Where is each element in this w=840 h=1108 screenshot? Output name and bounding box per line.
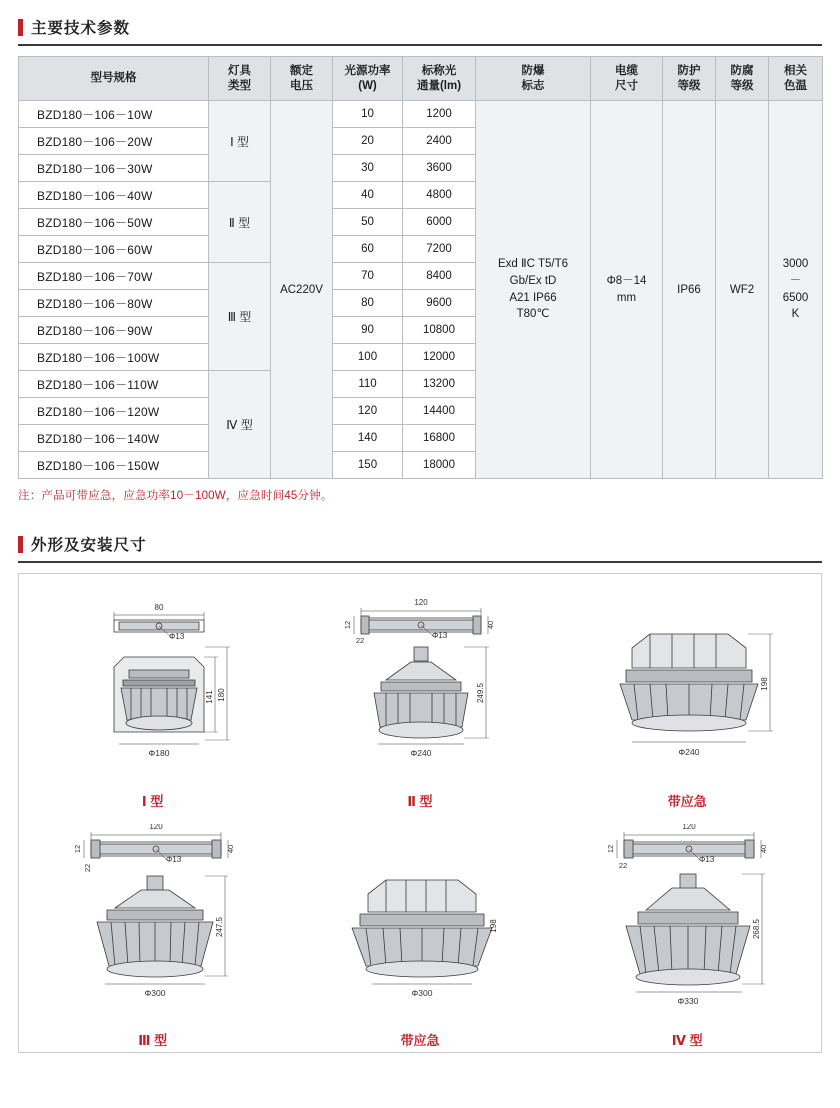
drawing-caption-6: Ⅳ 型: [671, 1033, 703, 1048]
dim-bracket-h1-2: 12: [343, 620, 353, 630]
dim-height-4: 268.5: [751, 918, 761, 940]
cell-lamp-type: Ⅲ 型: [209, 263, 271, 371]
cell-model: BZD180－106－100W: [19, 344, 209, 371]
datasheet-page: [0, 16, 840, 1108]
dim-bracket-width-1: 80: [154, 603, 164, 612]
cell-lumen: 12000: [403, 344, 476, 371]
cell-lamp-type: Ⅱ 型: [209, 182, 271, 263]
dim-bracket-h2-4: 22: [618, 861, 627, 870]
drawing-caption-3: 带应急: [667, 794, 707, 809]
cell-model: BZD180－106－20W: [19, 128, 209, 155]
dim-bracket-width-3: 120: [149, 824, 163, 831]
dim-bracket-h1-4: 12: [605, 844, 615, 854]
dim-diameter-3: Φ300: [144, 988, 166, 998]
dim-bracket-h3-2: 40: [486, 620, 496, 630]
cell-power: 10: [333, 101, 403, 128]
cell-lumen: 6000: [403, 209, 476, 236]
cell-lumen: 16800: [403, 425, 476, 452]
dim-height-3: 247.5: [215, 916, 224, 938]
dim-diameter-2: Φ240: [410, 748, 432, 758]
cell-model: BZD180－106－40W: [19, 182, 209, 209]
col-header-ip: 防护 等级: [663, 57, 716, 101]
table-header-row: [19, 57, 823, 101]
drawing-emergency-2: [286, 824, 553, 1049]
cell-power: 30: [333, 155, 403, 182]
col-header-corrosion: 防腐 等级: [716, 57, 769, 101]
cell-power: 120: [333, 398, 403, 425]
dim-bracket-h3-3: 40: [226, 844, 235, 854]
spec-note: 注：产品可带应急，应急功率10－100W，应急时间45分钟。: [18, 490, 333, 502]
cell-power: 90: [333, 317, 403, 344]
cell-lumen: 7200: [403, 236, 476, 263]
cell-cable: Φ8－14 mm: [591, 101, 663, 479]
cell-lumen: 18000: [403, 452, 476, 479]
dim-diameter-4: Φ330: [677, 996, 699, 1006]
spec-table: [18, 56, 823, 479]
col-header-cct: 相关 色温: [769, 57, 823, 101]
dims-section-heading: [18, 533, 822, 563]
cell-power: 110: [333, 371, 403, 398]
cell-model: BZD180－106－10W: [19, 101, 209, 128]
cell-model: BZD180－106－80W: [19, 290, 209, 317]
drawing-caption-1: Ⅰ 型: [141, 794, 164, 809]
dim-diameter-emerg-1: Φ240: [678, 747, 700, 757]
cell-lumen: 13200: [403, 371, 476, 398]
dimension-drawings-panel: [18, 573, 822, 1053]
dim-hole-3: Φ13: [166, 855, 182, 864]
dims-title: 外形及安装尺寸: [31, 537, 147, 554]
col-header-lamp-type: 灯具 类型: [209, 57, 271, 101]
dim-height-emerg-1: 198: [759, 677, 769, 691]
dim-height-emerg-2: 198: [489, 919, 499, 933]
drawing-type-4: [554, 824, 821, 1049]
cell-voltage: AC220V: [271, 101, 333, 479]
dim-bracket-width-2: 120: [414, 598, 428, 607]
cell-lumen: 2400: [403, 128, 476, 155]
dim-hole-4: Φ13: [698, 855, 714, 864]
cell-lumen: 10800: [403, 317, 476, 344]
cell-power: 60: [333, 236, 403, 263]
dim-hole-2: Φ13: [432, 631, 448, 640]
col-header-lumen: 标称光 通量(lm): [403, 57, 476, 101]
dim-height-inner-1: 141: [205, 690, 214, 704]
cell-lumen: 14400: [403, 398, 476, 425]
cell-model: BZD180－106－90W: [19, 317, 209, 344]
specs-title: 主要技术参数: [31, 20, 131, 37]
dim-bracket-width-4: 120: [681, 824, 696, 831]
cell-power: 150: [333, 452, 403, 479]
cell-model: BZD180－106－150W: [19, 452, 209, 479]
cell-lumen: 4800: [403, 182, 476, 209]
dim-diameter-1: Φ180: [148, 748, 170, 758]
cell-model: BZD180－106－70W: [19, 263, 209, 290]
col-header-ex-mark: 防爆 标志: [476, 57, 591, 101]
cell-model: BZD180－106－30W: [19, 155, 209, 182]
drawing-type-2: [286, 592, 553, 810]
cell-corrosion: WF2: [716, 101, 769, 479]
cell-model: BZD180－106－140W: [19, 425, 209, 452]
cell-model: BZD180－106－60W: [19, 236, 209, 263]
cell-power: 50: [333, 209, 403, 236]
cell-lumen: 1200: [403, 101, 476, 128]
col-header-power: 光源功率 (W): [333, 57, 403, 101]
dim-bracket-h2-2: 22: [356, 636, 365, 645]
dim-diameter-emerg-2: Φ300: [411, 988, 433, 998]
col-header-voltage: 额定 电压: [271, 57, 333, 101]
cell-lumen: 3600: [403, 155, 476, 182]
table-row: [19, 101, 823, 128]
cell-lumen: 9600: [403, 290, 476, 317]
dim-height-2: 249.5: [476, 682, 486, 704]
dim-hole-1: Φ13: [169, 632, 185, 641]
drawing-caption-2: Ⅱ 型: [407, 794, 433, 809]
dim-bracket-h1-3: 12: [73, 844, 82, 854]
drawing-caption-4: Ⅲ 型: [138, 1033, 168, 1048]
cell-power: 40: [333, 182, 403, 209]
cell-power: 140: [333, 425, 403, 452]
dim-bracket-h3-4: 40: [758, 844, 768, 854]
cell-power: 80: [333, 290, 403, 317]
heading-accent-bar: [18, 536, 23, 553]
drawing-type-1: [19, 592, 286, 810]
cell-power: 70: [333, 263, 403, 290]
cell-lamp-type: Ⅳ 型: [209, 371, 271, 479]
heading-accent-bar: [18, 19, 23, 36]
cell-power: 20: [333, 128, 403, 155]
cell-ip: IP66: [663, 101, 716, 479]
cell-power: 100: [333, 344, 403, 371]
cell-lumen: 8400: [403, 263, 476, 290]
col-header-model: 型号规格: [19, 57, 209, 101]
cell-cct: 3000 － 6500 K: [769, 101, 823, 479]
cell-model: BZD180－106－120W: [19, 398, 209, 425]
dim-height-outer-1: 180: [217, 688, 226, 702]
cell-model: BZD180－106－110W: [19, 371, 209, 398]
col-header-cable: 电缆 尺寸: [591, 57, 663, 101]
specs-section-heading: [18, 16, 822, 46]
cell-lamp-type: Ⅰ 型: [209, 101, 271, 182]
drawing-emergency-1: [554, 592, 821, 810]
drawing-type-3: [19, 824, 286, 1049]
cell-model: BZD180－106－50W: [19, 209, 209, 236]
dim-bracket-h2-3: 22: [83, 863, 92, 873]
cell-ex-mark: Exd ⅡC T5/T6 Gb/Ex tD A21 IP66 T80℃: [476, 101, 591, 479]
drawing-caption-5: 带应急: [400, 1033, 440, 1048]
